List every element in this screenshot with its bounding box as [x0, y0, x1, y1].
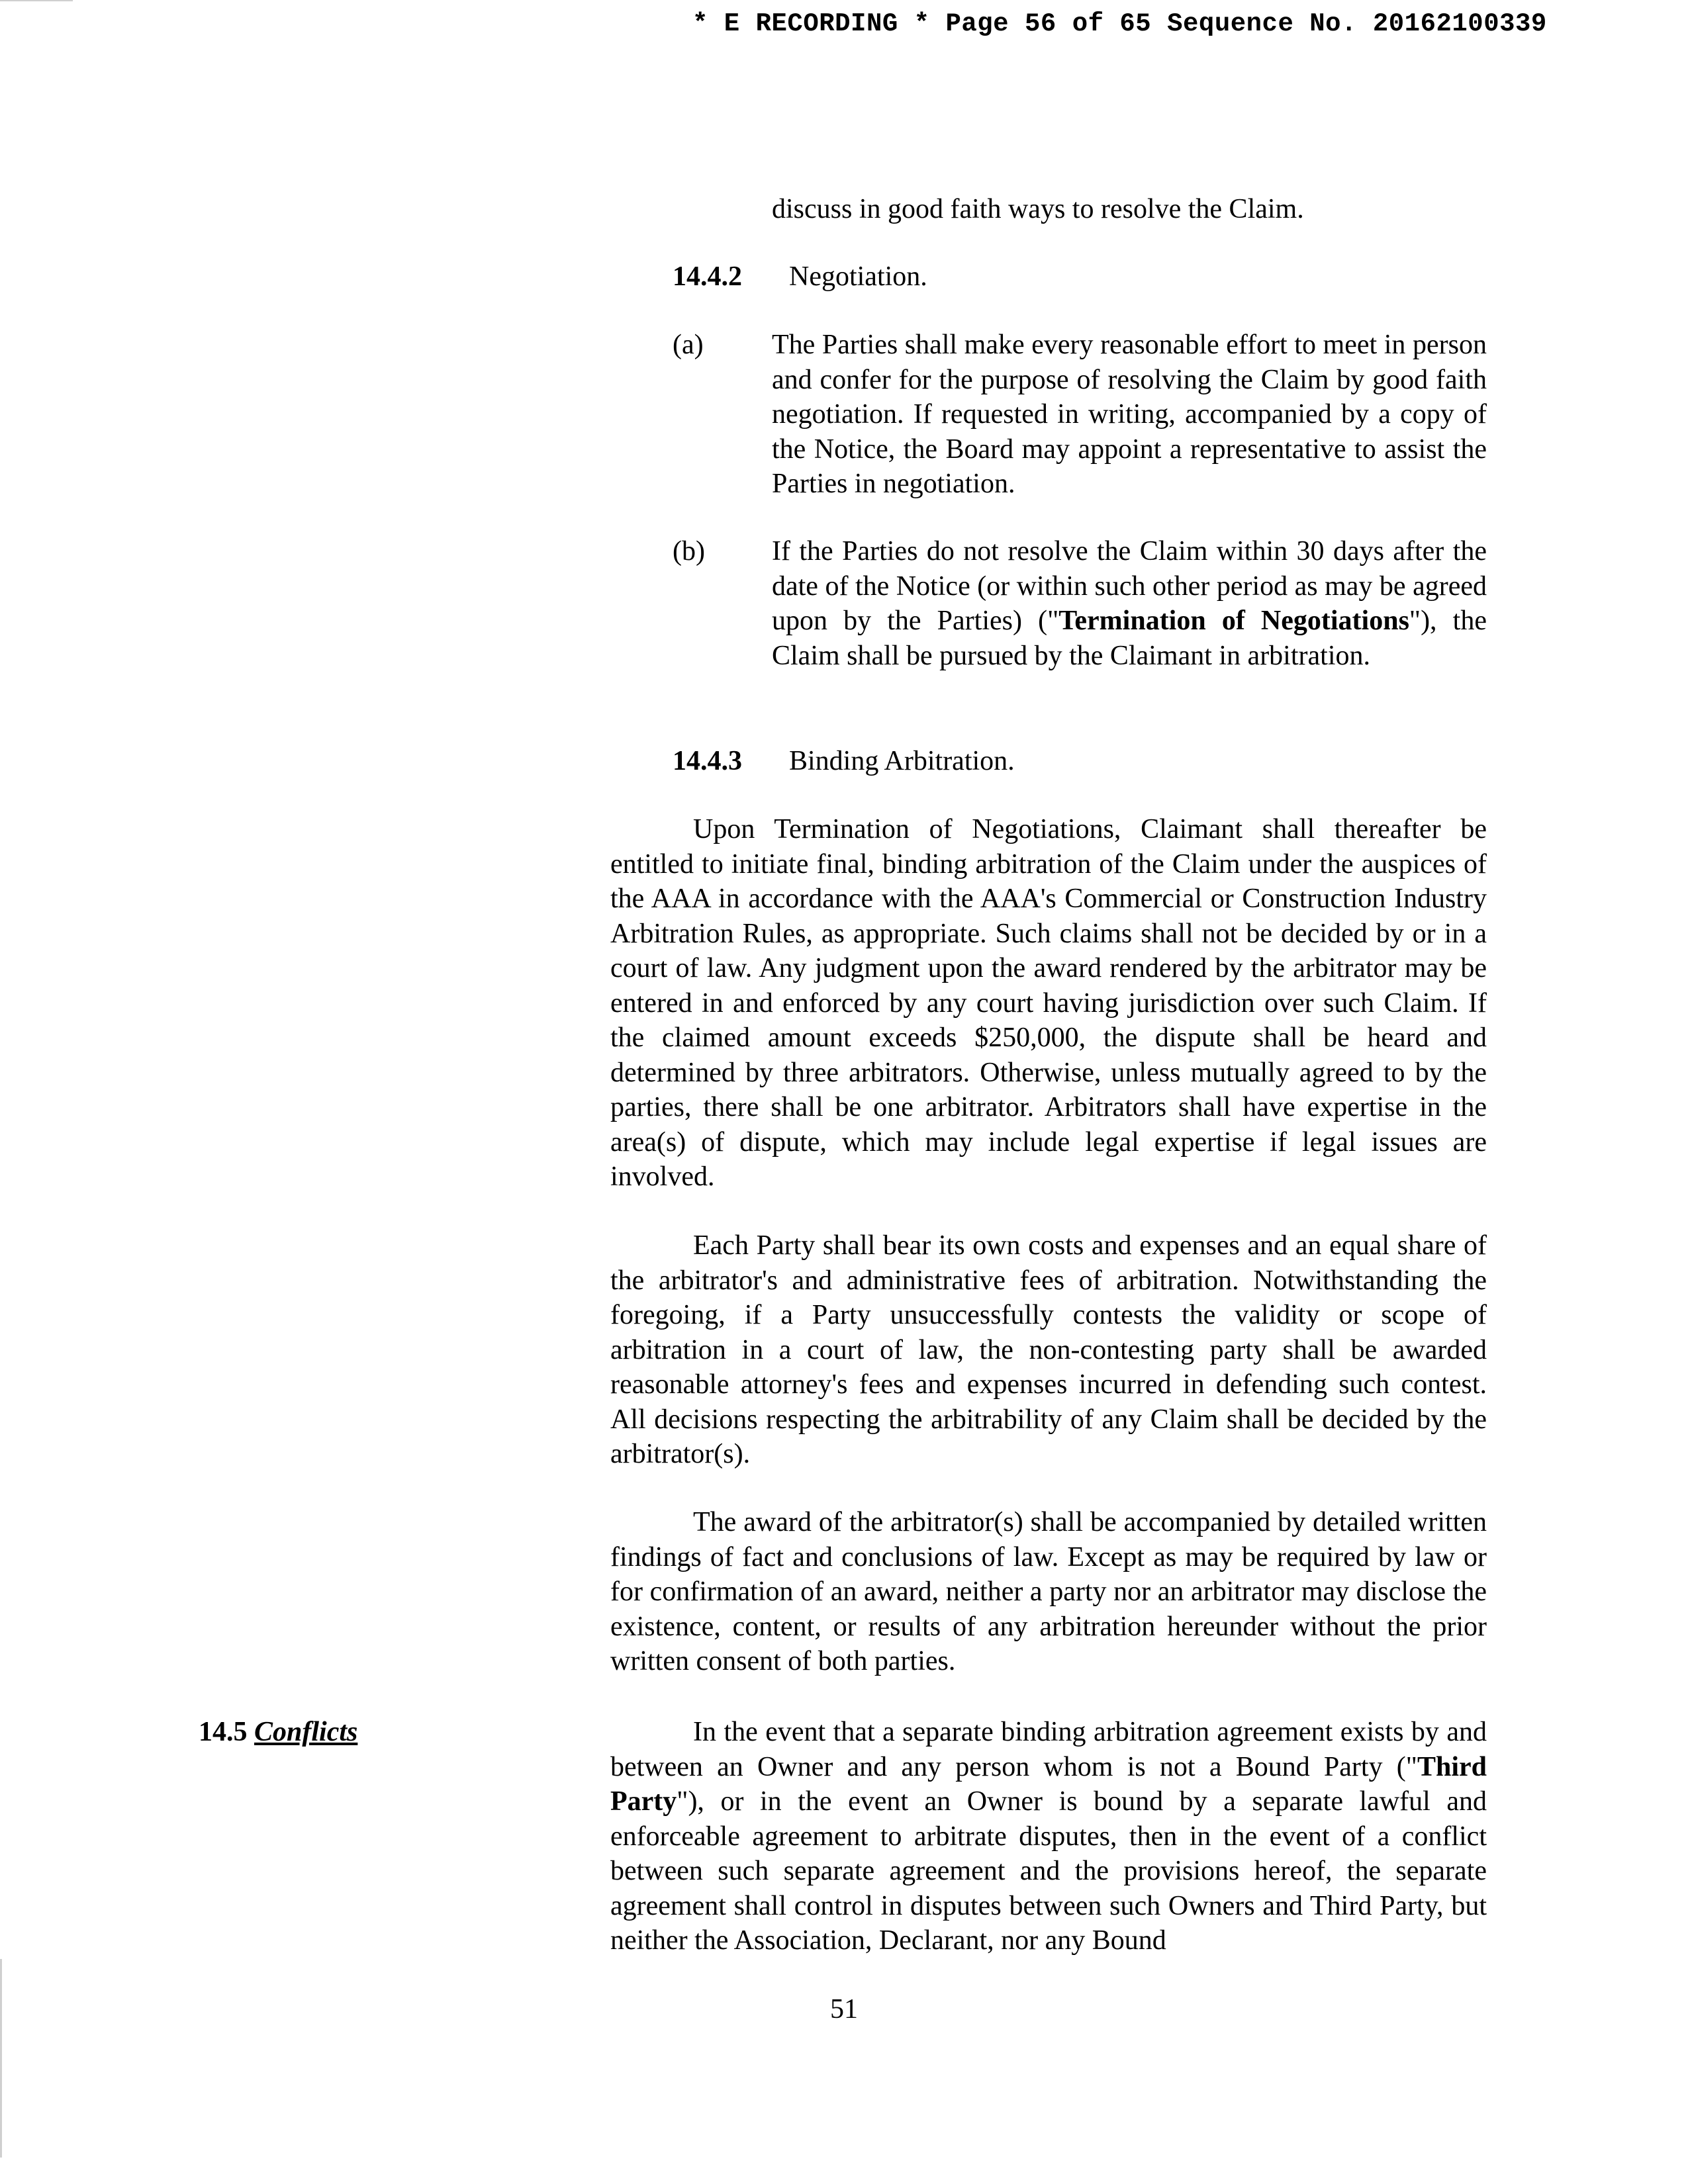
item-text-a: The Parties shall make every reasonable effort to meet in person and confer for the purpose of resolving the Claim by good faith negotiation. If requested in writing, accompanied by a copy of the Notice, the Board may appoint a representative to assist the Parties in negotiation.	[772, 330, 1487, 499]
section-number-14-4-3: 14.4.3	[673, 746, 742, 776]
item-marker-a: (a)	[673, 330, 704, 360]
section-title-negotiation: Negotiation.	[789, 261, 927, 292]
term-termination-of-negotiations: Termination of Negotiations	[1058, 606, 1409, 636]
arbitration-paragraph-3: The award of the arbitrator(s) shall be accompanied by detailed written findings of fact and conclusions of law. Except as may be required by law or for confirmation of an award, neither a party nor an arbitrator may disclose the existence, content, or results of any arbitration hereunder without the prior written consent of both parties.	[610, 1507, 1487, 1676]
scan-edge-mark	[0, 0, 73, 1]
section-title-conflicts: Conflicts	[254, 1717, 358, 1747]
section-number-14-5: 14.5	[199, 1717, 248, 1747]
section-heading-14-5	[199, 1715, 357, 1750]
recording-header: * E RECORDING * Page 56 of 65 Sequence No. 20162100339	[692, 9, 1547, 38]
section-number-14-4-2: 14.4.2	[673, 261, 742, 292]
item-text-b: If the Parties do not resolve the Claim within 30 days after the date of the Notice (or within such other period as may be agreed upon by the Parties) ("Termination of Negotiations"), the Claim shall be pursued by the Claimant in arbitration.	[772, 536, 1487, 671]
page-number: 51	[830, 1994, 858, 2025]
item-marker-b: (b)	[673, 536, 705, 567]
conflicts-paragraph: In the event that a separate binding arbitration agreement exists by and between an Owner and any person whom is not a Bound Party ("Third Party"), or in the event an Owner is bound by a separate lawful and enforceable agreement to arbitrate disputes, then in the event of a conflict between such separate agreement and the provisions hereof, the separate agreement shall control in disputes between such Owners and Third Party, but neither the Association, Declarant, nor any Bound	[610, 1717, 1487, 1956]
arbitration-paragraph-2: Each Party shall bear its own costs and expenses and an equal share of the arbitrator's and administrative fees of arbitration. Notwithstanding the foregoing, if a Party unsuccessfully contests the validity or scope of arbitration in a court of law, the non-contesting party shall be awarded reasonable attorney's fees and expenses incurred in defending such contest. All decisions respecting the arbitrability of any Claim shall be decided by the arbitrator(s).	[610, 1230, 1487, 1469]
arbitration-paragraph-1: Upon Termination of Negotiations, Claimant shall thereafter be entitled to initiate final, binding arbitration of the Claim under the auspices of the AAA in accordance with the AAA's Commercial or Construction Industry Arbitration Rules, as appropriate. Such claims shall not be decided by or in a court of law. Any judgment upon the award rendered by the arbitrator may be entered in and enforced by any court having jurisdiction over such Claim. If the claimed amount exceeds $250,000, the dispute shall be heard and determined by three arbitrators. Otherwise, unless mutually agreed to by the parties, there shall be one arbitrator. Arbitrators shall have expertise in the area(s) of dispute, which may include legal expertise if legal issues are involved.	[610, 814, 1487, 1192]
continuation-text: discuss in good faith ways to resolve the Claim.	[772, 194, 1304, 224]
term-third-party: Third Party	[610, 1751, 1487, 1817]
scan-edge-mark	[0, 1959, 2, 2158]
section-title-binding-arbitration: Binding Arbitration.	[789, 746, 1015, 776]
